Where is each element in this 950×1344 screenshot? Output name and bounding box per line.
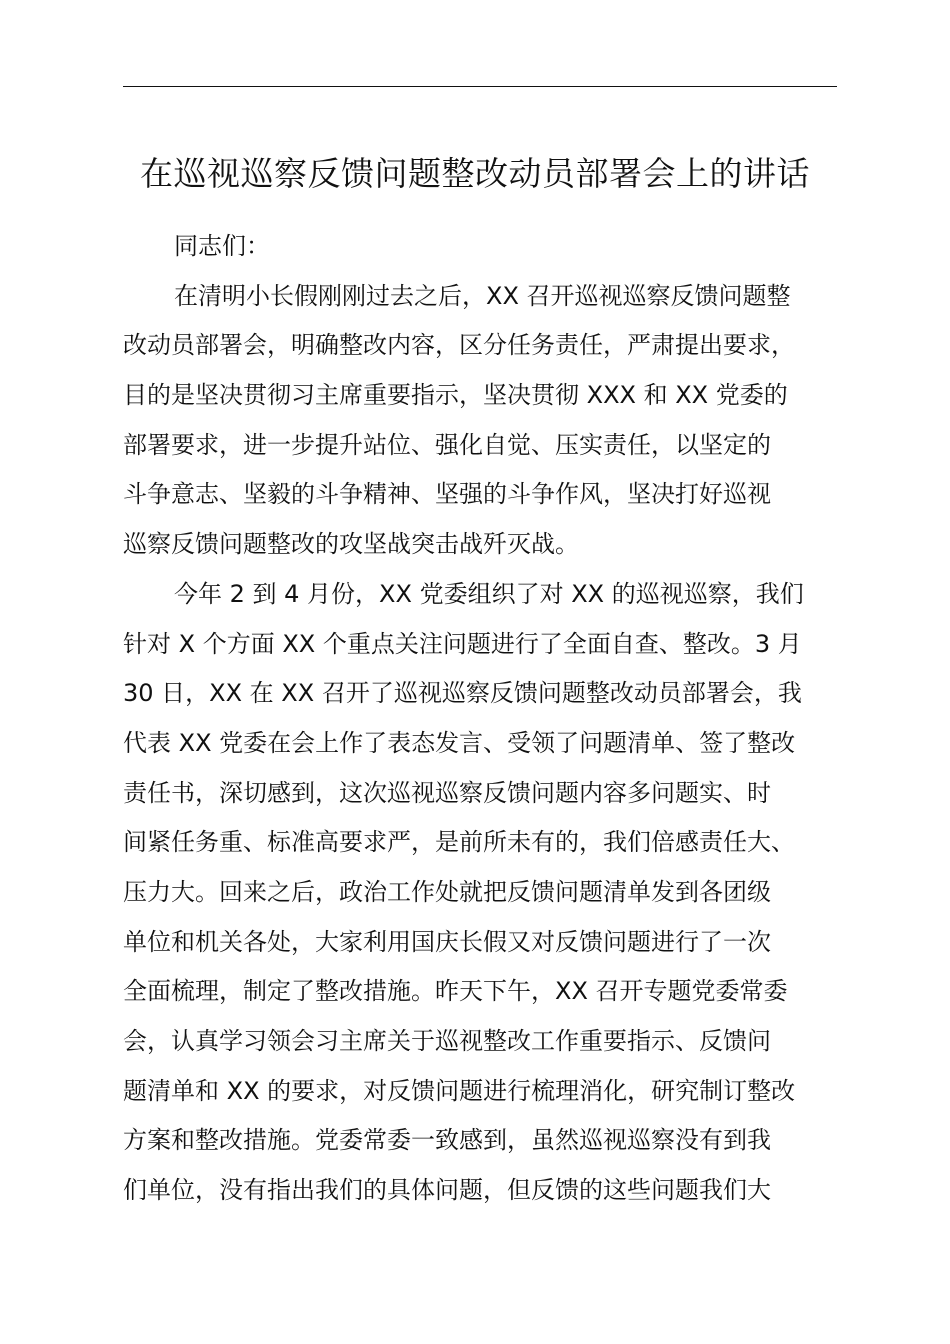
body-line: 压力大。回来之后，政治工作处就把反馈问题清单发到各团级 [123,877,771,906]
body-line: 全面梳理，制定了整改措施。昨天下午，XX 召开专题党委常委 [123,977,788,1006]
body-line: 题清单和 XX 的要求，对反馈问题进行梳理消化，研究制订整改 [123,1076,796,1105]
body-line: 单位和机关各处，大家利用国庆长假又对反馈问题进行了一次 [123,927,771,956]
body-line: 代表 XX 党委在会上作了表态发言、受领了问题清单、签了整改 [123,728,796,757]
body-line: 斗争意志、坚毅的斗争精神、坚强的斗争作风，坚决打好巡视 [123,480,771,509]
body-line: 针对 X 个方面 XX 个重点关注问题进行了全面自查、整改。3 月 [123,629,802,658]
body-line: 今年 2 到 4 月份，XX 党委组织了对 XX 的巡视巡察，我们 [174,579,804,608]
document-body [123,222,843,1216]
body-line: 们单位，没有指出我们的具体问题，但反馈的这些问题我们大 [123,1176,771,1205]
header-rule [123,86,837,87]
body-line: 在清明小长假刚刚过去之后，XX 召开巡视巡察反馈问题整 [174,281,791,310]
body-line: 会，认真学习领会习主席关于巡视整改工作重要指示、反馈问 [123,1027,771,1055]
body-line: 30 日，XX 在 XX 召开了巡视巡察反馈问题整改动员部署会，我 [123,679,802,708]
body-line: 目的是坚决贯彻习主席重要指示，坚决贯彻 XXX 和 XX 党委的 [123,381,788,410]
body-line: 责任书，深切感到，这次巡视巡察反馈问题内容多问题实、时 [123,778,771,807]
body-line: 改动员部署会，明确整改内容，区分任务责任，严肃提出要求， [123,331,795,360]
document-title: 在巡视巡察反馈问题整改动员部署会上的讲话 [140,154,810,193]
body-line: 巡察反馈问题整改的攻坚战突击战歼灭战。 [123,530,579,559]
salutation: 同志们： [174,232,270,260]
body-line: 间紧任务重、标准高要求严，是前所未有的，我们倍感责任大、 [123,828,795,857]
body-line: 部署要求，进一步提升站位、强化自觉、压实责任，以坚定的 [123,430,771,459]
body-line: 方案和整改措施。党委常委一致感到，虽然巡视巡察没有到我 [123,1126,771,1155]
